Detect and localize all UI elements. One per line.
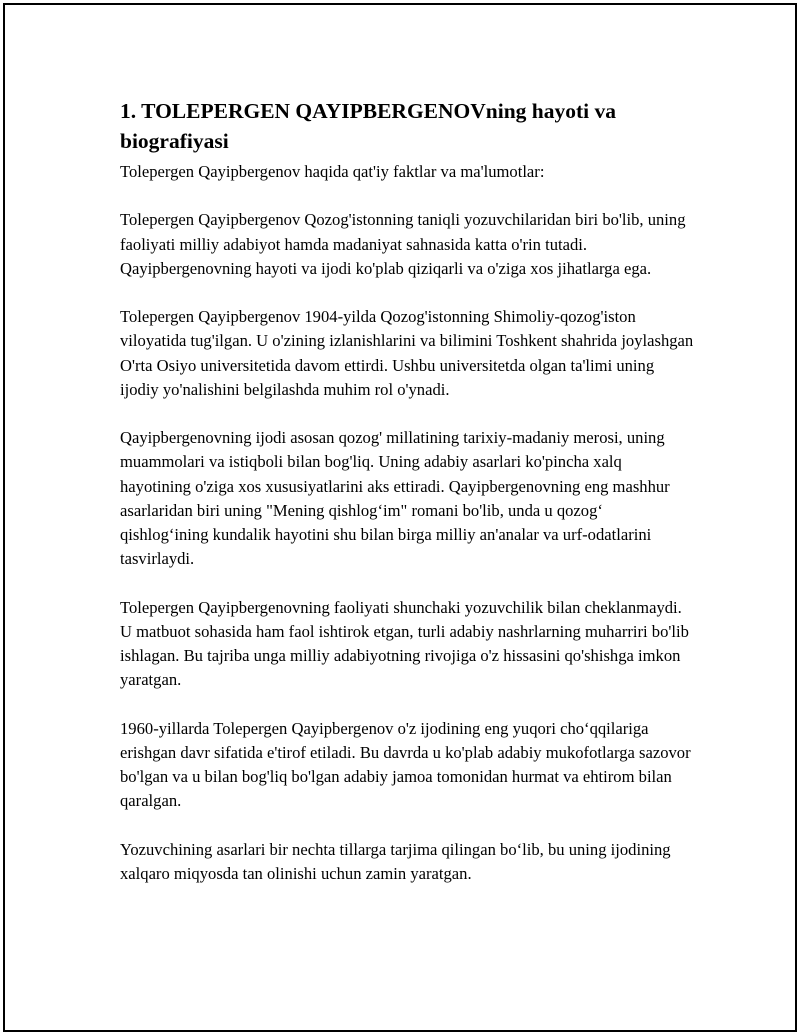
- paragraph-5: 1960-yillarda Tolepergen Qayipbergenov o'z ijodining eng yuqori cho‘qqilariga erishgan davr sifatida e'tirof etiladi. Bu davrda u ko'plab adabiy mukofotlarga sazovor bo'lgan va u bilan bog'liq bo'lgan adabiy jamoa tomonidan hurmat va ehtirom bilan qaralgan.: [120, 718, 691, 811]
- paragraph-3: Qayipbergenovning ijodi asosan qozog' millatining tarixiy-madaniy merosi, uning muammolari va istiqboli bilan bog'liq. Uning adabiy asarlari ko'pincha xalq hayotining o'ziga xos xususiyatlarini aks ettiradi. Qayipbergenovning eng mashhur asarlaridan biri uning "Mening qishlog‘im" romani bo'lib, unda u qozog‘ qishlog‘ining kundalik hayotini shu bilan birga milliy an'analar va urf-odatlarini tasvirlaydi.: [120, 428, 670, 569]
- paragraph-2: Tolepergen Qayipbergenov 1904-yilda Qozog'istonning Shimoliy-qozog'iston viloyatida tug'ilgan. U o'zining izlanishlarini va bilimini Toshkent shahrida joylashgan O'rta Osiyo universitetida davom ettirdi. Ushbu universitetda olgan ta'limi uning ijodiy yo'nalishini belgilashda muhim rol o'ynadi.: [120, 307, 694, 399]
- paragraph-6: Yozuvchining asarlari bir nechta tillarga tarjima qilingan bo‘lib, bu uning ijodining xalqaro miqyosda tan olinishi uchun zamin yaratgan.: [120, 839, 671, 883]
- document-title: 1. TOLEPERGEN QAYIPBERGENOVning hayoti va biografiyasi: [120, 99, 617, 153]
- page-frame: [3, 3, 797, 1032]
- document-body: [120, 96, 695, 886]
- paragraph-4: Tolepergen Qayipbergenovning faoliyati shunchaki yozuvchilik bilan cheklanmaydi. U matbuot sohasida ham faol ishtirok etgan, turli adabiy nashrlarning muharriri bo'lib ishlagan. Bu tajriba unga milliy adabiyotning rivojiga o'z hissasini qo'shishga imkon yaratgan.: [120, 597, 689, 690]
- paragraph-1: Tolepergen Qayipbergenov Qozog'istonning taniqli yozuvchilaridan biri bo'lib, uning faoliyati milliy adabiyot hamda madaniyat sahnasida katta o'rin tutadi. Qayipbergenovning hayoti va ijodi ko'plab qiziqarli va o'ziga xos jihatlarga ega.: [120, 210, 686, 278]
- intro-paragraph: Tolepergen Qayipbergenov haqida qat'iy faktlar va ma'lumotlar:: [120, 162, 545, 181]
